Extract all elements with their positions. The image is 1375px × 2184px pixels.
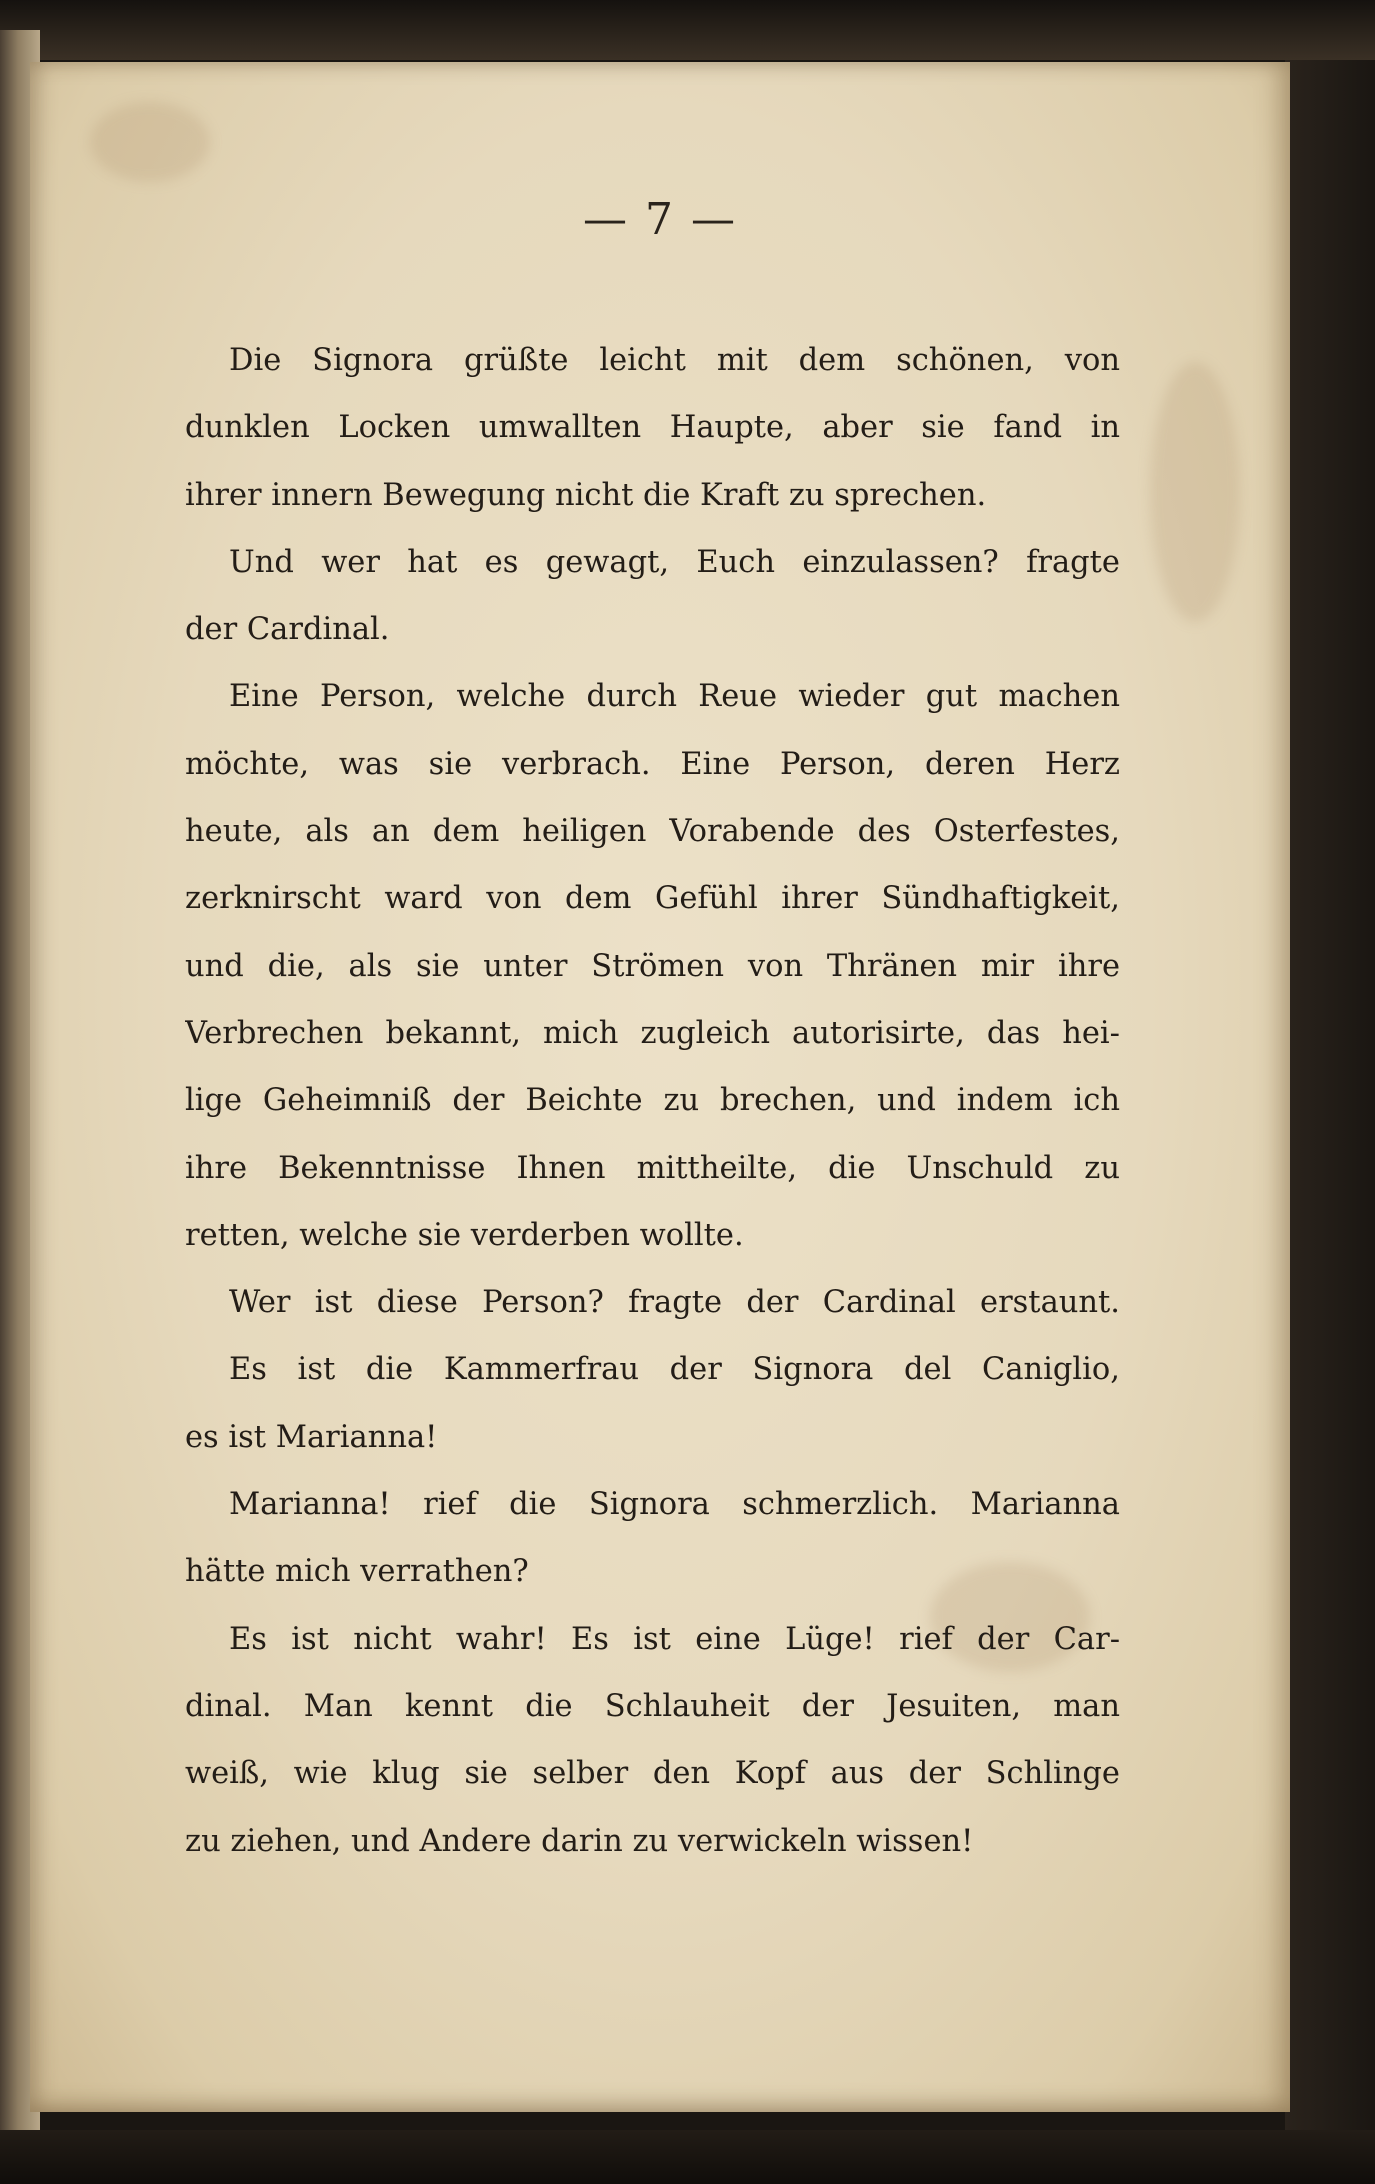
text-line: Und wer hat es gewagt, Euch einzulassen? fragte xyxy=(229,544,1120,580)
paper-page xyxy=(30,62,1290,2112)
text-line: der Cardinal. xyxy=(185,612,390,648)
text-line: weiß, wie klug sie selber den Kopf aus der Schlinge xyxy=(185,1756,1120,1792)
page-number: — 7 — xyxy=(583,194,737,245)
text-line: dunklen Locken umwallten Haupte, aber sie fand in xyxy=(185,410,1120,446)
text-line: möchte, was sie verbrach. Eine Person, deren Herz xyxy=(185,746,1120,782)
text-line: dinal. Man kennt die Schlauheit der Jesuiten, man xyxy=(185,1688,1120,1724)
text-line: ihrer innern Bewegung nicht die Kraft zu sprechen. xyxy=(185,477,987,513)
body-text xyxy=(185,327,1120,1875)
scan-right-border xyxy=(1285,60,1375,2140)
text-line: Marianna! rief die Signora schmerzlich. Marianna xyxy=(229,1487,1120,1523)
text-line: Verbrechen bekannt, mich zugleich autorisirte, das hei- xyxy=(185,1015,1120,1051)
text-line: ihre Bekenntnisse Ihnen mittheilte, die Unschuld zu xyxy=(185,1150,1120,1186)
text-line: Es ist die Kammerfrau der Signora del Caniglio, xyxy=(229,1352,1120,1388)
text-line: es ist Marianna! xyxy=(185,1419,438,1455)
text-line: Eine Person, welche durch Reue wieder gut machen xyxy=(229,679,1120,715)
text-line: zerknirscht ward von dem Gefühl ihrer Sündhaftigkeit, xyxy=(185,881,1120,917)
text-line: Wer ist diese Person? fragte der Cardinal erstaunt. xyxy=(229,1285,1120,1321)
text-line: Die Signora grüßte leicht mit dem schönen, von xyxy=(229,343,1120,378)
text-line: zu ziehen, und Andere darin zu verwickeln wissen! xyxy=(185,1823,974,1859)
scan-bottom-border xyxy=(0,2130,1375,2184)
text-line: lige Geheimniß der Beichte zu brechen, und indem ich xyxy=(185,1083,1120,1119)
scan-top-border xyxy=(0,0,1375,60)
paper-stain xyxy=(1150,362,1240,622)
text-line: Es ist nicht wahr! Es ist eine Lüge! rief der Car- xyxy=(229,1621,1120,1657)
text-line: heute, als an dem heiligen Vorabende des Osterfestes, xyxy=(185,814,1120,850)
text-line: hätte mich verrathen? xyxy=(185,1554,529,1590)
text-line: retten, welche sie verderben wollte. xyxy=(185,1217,744,1253)
text-line: und die, als sie unter Strömen von Thränen mir ihre xyxy=(185,948,1120,984)
paper-stain xyxy=(90,102,210,182)
